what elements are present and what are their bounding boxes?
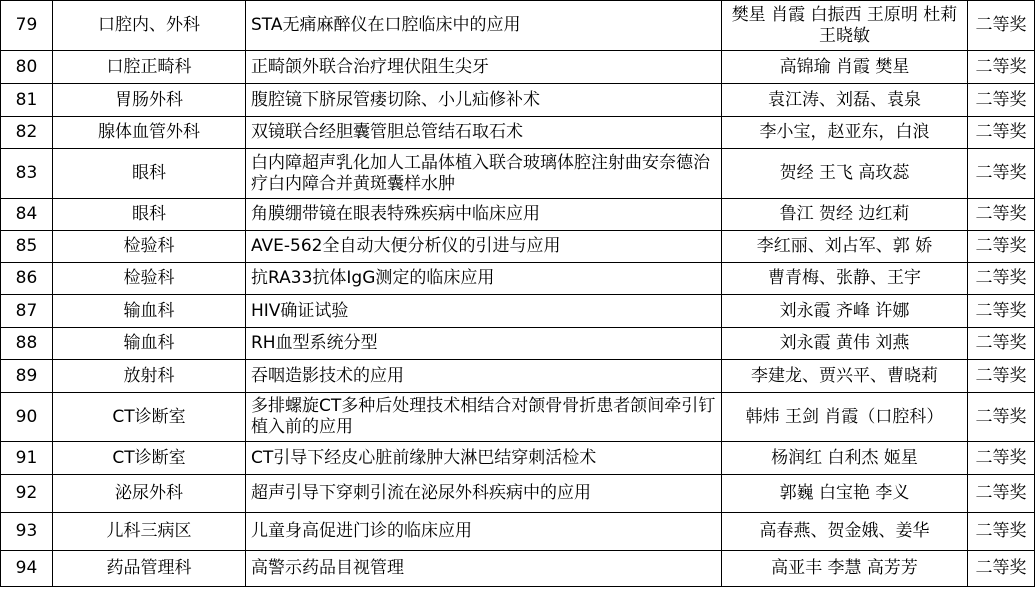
award-cell: 二等奖 <box>968 263 1035 295</box>
award-cell: 二等奖 <box>968 442 1035 475</box>
project-title-cell: AVE-562全自动大便分析仪的引进与应用 <box>246 231 722 263</box>
authors-cell: 高春燕、贺金娥、姜华 <box>722 513 968 551</box>
table-row <box>1 295 1035 328</box>
department-cell: CT诊断室 <box>53 393 246 442</box>
award-cell: 二等奖 <box>968 328 1035 360</box>
authors-cell: 曹青梅、张静、王宇 <box>722 263 968 295</box>
department-cell: 放射科 <box>53 360 246 393</box>
authors-cell: 袁江涛、刘磊、袁泉 <box>722 84 968 117</box>
project-title-cell: 角膜绷带镜在眼表特殊疾病中临床应用 <box>246 199 722 231</box>
award-cell: 二等奖 <box>968 393 1035 442</box>
table-row <box>1 442 1035 475</box>
table-row <box>1 231 1035 263</box>
project-title-cell: 多排螺旋CT多种后处理技术相结合对颌骨骨折患者颌间牵引钉植入前的应用 <box>246 393 722 442</box>
award-cell: 二等奖 <box>968 199 1035 231</box>
authors-cell: 郭巍 白宝艳 李义 <box>722 475 968 513</box>
award-cell: 二等奖 <box>968 51 1035 84</box>
row-number: 94 <box>1 551 53 587</box>
row-number: 91 <box>1 442 53 475</box>
row-number: 79 <box>1 1 53 51</box>
table-row <box>1 393 1035 442</box>
department-cell: 胃肠外科 <box>53 84 246 117</box>
award-cell: 二等奖 <box>968 513 1035 551</box>
row-number: 88 <box>1 328 53 360</box>
authors-cell: 刘永霞 黄伟 刘燕 <box>722 328 968 360</box>
authors-cell: 鲁江 贺经 边红莉 <box>722 199 968 231</box>
table-row <box>1 328 1035 360</box>
project-title-cell: 双镜联合经胆囊管胆总管结石取石术 <box>246 117 722 149</box>
project-title-cell: 抗RA33抗体IgG测定的临床应用 <box>246 263 722 295</box>
award-cell: 二等奖 <box>968 231 1035 263</box>
table-row <box>1 513 1035 551</box>
awards-table-body <box>1 1 1035 587</box>
table-row <box>1 84 1035 117</box>
department-cell: 眼科 <box>53 149 246 199</box>
table-row <box>1 360 1035 393</box>
authors-cell: 高亚丰 李慧 高芳芳 <box>722 551 968 587</box>
row-number: 92 <box>1 475 53 513</box>
table-row <box>1 551 1035 587</box>
award-cell: 二等奖 <box>968 84 1035 117</box>
department-cell: 输血科 <box>53 295 246 328</box>
award-cell: 二等奖 <box>968 475 1035 513</box>
row-number: 93 <box>1 513 53 551</box>
authors-cell: 李红丽、刘占军、郭 娇 <box>722 231 968 263</box>
authors-cell: 樊星 肖霞 白振西 王原明 杜莉 王晓敏 <box>722 1 968 51</box>
project-title-cell: 超声引导下穿刺引流在泌尿外科疾病中的应用 <box>246 475 722 513</box>
row-number: 83 <box>1 149 53 199</box>
table-row <box>1 1 1035 51</box>
department-cell: 儿科三病区 <box>53 513 246 551</box>
authors-cell: 杨润红 白利杰 姬星 <box>722 442 968 475</box>
table-row <box>1 475 1035 513</box>
row-number: 82 <box>1 117 53 149</box>
department-cell: 泌尿外科 <box>53 475 246 513</box>
row-number: 84 <box>1 199 53 231</box>
award-cell: 二等奖 <box>968 1 1035 51</box>
project-title-cell: 儿童身高促进门诊的临床应用 <box>246 513 722 551</box>
row-number: 89 <box>1 360 53 393</box>
project-title-cell: 腹腔镜下脐尿管瘘切除、小儿疝修补术 <box>246 84 722 117</box>
project-title-cell: STA无痛麻醉仪在口腔临床中的应用 <box>246 1 722 51</box>
department-cell: 输血科 <box>53 328 246 360</box>
department-cell: 检验科 <box>53 263 246 295</box>
project-title-cell: RH血型系统分型 <box>246 328 722 360</box>
department-cell: CT诊断室 <box>53 442 246 475</box>
department-cell: 腺体血管外科 <box>53 117 246 149</box>
department-cell: 药品管理科 <box>53 551 246 587</box>
project-title-cell: 正畸颌外联合治疗埋伏阻生尖牙 <box>246 51 722 84</box>
award-cell: 二等奖 <box>968 117 1035 149</box>
row-number: 90 <box>1 393 53 442</box>
department-cell: 检验科 <box>53 231 246 263</box>
table-row <box>1 117 1035 149</box>
row-number: 86 <box>1 263 53 295</box>
row-number: 81 <box>1 84 53 117</box>
authors-cell: 李小宝，赵亚东，白浪 <box>722 117 968 149</box>
authors-cell: 高锦瑜 肖霞 樊星 <box>722 51 968 84</box>
table-row <box>1 263 1035 295</box>
authors-cell: 刘永霞 齐峰 许娜 <box>722 295 968 328</box>
project-title-cell: 白内障超声乳化加人工晶体植入联合玻璃体腔注射曲安奈德治疗白内障合并黄斑囊样水肿 <box>246 149 722 199</box>
project-title-cell: 吞咽造影技术的应用 <box>246 360 722 393</box>
project-title-cell: 高警示药品目视管理 <box>246 551 722 587</box>
department-cell: 口腔内、外科 <box>53 1 246 51</box>
table-row <box>1 149 1035 199</box>
row-number: 80 <box>1 51 53 84</box>
authors-cell: 贺经 王飞 高玫蕊 <box>722 149 968 199</box>
award-cell: 二等奖 <box>968 551 1035 587</box>
project-title-cell: HIV确证试验 <box>246 295 722 328</box>
award-cell: 二等奖 <box>968 295 1035 328</box>
project-title-cell: CT引导下经皮心脏前缘肿大淋巴结穿刺活检术 <box>246 442 722 475</box>
table-row <box>1 51 1035 84</box>
row-number: 87 <box>1 295 53 328</box>
department-cell: 口腔正畸科 <box>53 51 246 84</box>
department-cell: 眼科 <box>53 199 246 231</box>
authors-cell: 韩炜 王剑 肖霞（口腔科） <box>722 393 968 442</box>
table-row <box>1 199 1035 231</box>
award-cell: 二等奖 <box>968 360 1035 393</box>
row-number: 85 <box>1 231 53 263</box>
award-cell: 二等奖 <box>968 149 1035 199</box>
authors-cell: 李建龙、贾兴平、曹晓莉 <box>722 360 968 393</box>
